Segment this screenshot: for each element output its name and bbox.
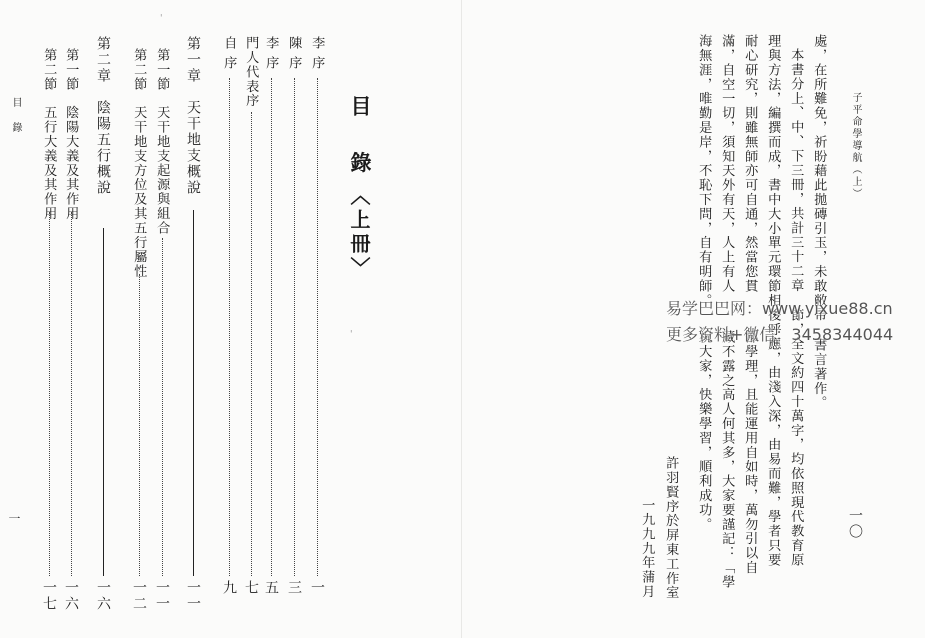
toc-entry-page: 一 (309, 580, 325, 596)
toc-leader (271, 78, 272, 576)
scan-speck: ' (160, 14, 163, 24)
toc-leader (49, 212, 50, 576)
toc-entry-page: 九 (221, 580, 237, 596)
page-number: 一〇 (847, 508, 863, 540)
scan-speck: ' (350, 330, 353, 340)
watermark-line-2: 更多资料+微信：3458344044 (666, 325, 894, 344)
toc-leader (71, 212, 72, 576)
toc-leader (251, 112, 252, 576)
toc-leader (162, 238, 163, 576)
preface-column-tail: 藏不露之高人何其多，大家要謹記：「學 (719, 330, 735, 590)
preface-date: 一九九九年蒲月 (639, 498, 655, 599)
toc-entry-label: 自 序 (221, 36, 237, 71)
side-label-2: 錄 (10, 122, 21, 134)
preface-column: 本書分上、中、下三冊，共計三十二章 (788, 48, 804, 293)
preface-column-tail: 後呼應，由淺入深，由易而難，學者只要 (765, 308, 781, 568)
toc-leader (294, 78, 295, 576)
preface-column: 耐心研究，則雖無師亦可自通，然當您貫 (742, 34, 758, 294)
toc-entry-page: 一一 (185, 580, 201, 612)
chapter-rule (193, 210, 194, 576)
toc-entry-label: 李 序 (263, 36, 279, 71)
preface-column-tail: 祝大家，快樂學習，順利成功。 (696, 330, 712, 532)
toc-entry-label: 陳 序 (286, 36, 302, 71)
side-page-number: 一 (7, 512, 21, 526)
toc-entry-page: 七 (243, 580, 259, 596)
toc-entry-page: 三 (286, 580, 302, 596)
preface-page (462, 0, 925, 638)
toc-entry-page: 五 (263, 580, 279, 596)
preface-column: 處，在所難免，祈盼藉此拋磚引玉，未敢敝帚 (811, 34, 827, 322)
toc-entry-page: 一六 (63, 580, 79, 612)
toc-entry-label: 門人代表序 (243, 36, 259, 108)
chapter-title: 第一章 天干地支概說 (185, 36, 201, 196)
toc-leader (317, 78, 318, 576)
volume-label: 〈上冊〉 (347, 185, 371, 281)
toc-entry-page: 一七 (41, 580, 57, 612)
toc-entry-page: 一二 (131, 580, 147, 612)
preface-column-tail: 節，全文約四十萬字，均依照現代教育原 (788, 308, 804, 568)
toc-entry-label: 第二節 五行大義及其作用 (41, 48, 57, 221)
preface-column: 海無涯，唯勤是岸，不恥下問，自有明師。 (696, 34, 712, 308)
toc-leader (139, 274, 140, 576)
preface-signature: 許羽賢序於屏東工作室 (663, 456, 679, 600)
preface-column: 滿，自空一切，須知天外有天，人上有人 (719, 34, 735, 294)
toc-entry-label: 第一節 陰陽大義及其作用 (63, 48, 79, 221)
toc-entry-page: 一一 (154, 580, 170, 612)
chapter-rule (103, 228, 104, 576)
contents-title: 目 錄 (348, 95, 373, 187)
chapter-title: 第二章 陰陽五行概說 (95, 36, 111, 196)
watermark-line-1: 易学巴巴网：www.yixue88.cn (666, 299, 893, 318)
preface-column: 理與方法，編撰而成，書中大小單元環節相 (765, 34, 781, 308)
toc-entry-label: 第二節 天干地支方位及其五行屬性 (131, 48, 147, 279)
preface-column-tail: 部學理，且能運用自如時，萬勿引以自 (742, 330, 758, 575)
toc-entry-label: 李 序 (309, 36, 325, 71)
running-head: 子平命學導航（上） (850, 92, 861, 200)
toc-leader (229, 78, 230, 576)
toc-entry-label: 第一節 天干地支起源與組合 (154, 48, 170, 236)
toc-entry-page: 一六 (95, 580, 111, 612)
preface-column-tail: 書言著作。 (811, 338, 827, 410)
side-label: 目 (10, 97, 21, 109)
contents-page (0, 0, 462, 638)
